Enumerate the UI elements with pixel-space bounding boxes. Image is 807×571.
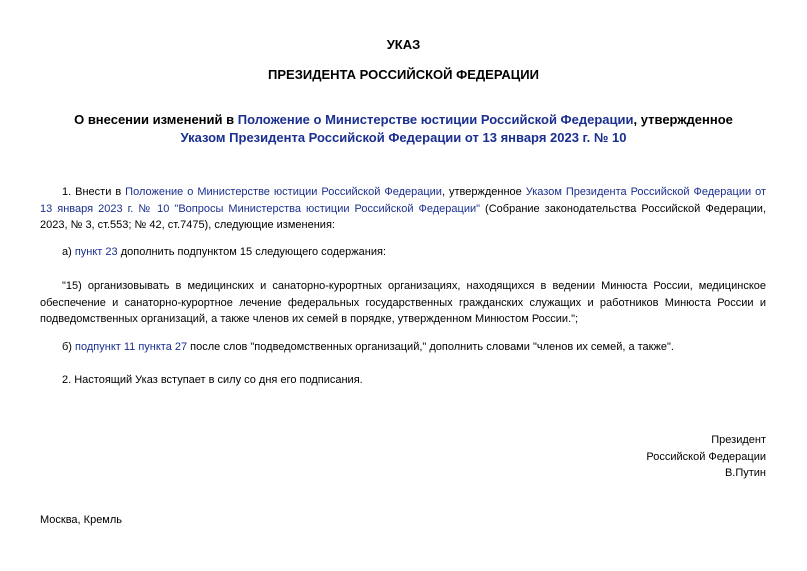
- paragraph-a: [40, 244, 766, 261]
- paragraph-b-suffix: после слов "подведомственных организаций," дополнить словами "членов их семей, а также".: [187, 341, 674, 353]
- document-title: УКАЗ: [386, 37, 421, 52]
- paragraph-a-link[interactable]: пункт 23: [74, 246, 118, 258]
- subject-link-decree[interactable]: Указом Президента Российской Федерации от 13 января 2023 г. № 10: [180, 130, 627, 145]
- paragraph-1-prefix: 1. Внести в: [62, 186, 126, 198]
- subject-prefix: О внесении изменений в: [74, 112, 238, 127]
- paragraph-1-middle: , утвержденное: [441, 186, 526, 198]
- paragraph-a-prefix: а): [62, 246, 75, 258]
- subject-middle: , утвержденное: [633, 112, 733, 127]
- paragraph-1: [40, 184, 766, 234]
- paragraph-b-link[interactable]: подпункт 11 пункта 27: [75, 341, 188, 353]
- signature-line-2: Российской Федерации: [646, 450, 766, 463]
- signature-line-3: В.Путин: [724, 467, 766, 479]
- document-subject: [0, 111, 807, 147]
- signature-block: [646, 432, 766, 482]
- paragraph-1-suffix: (Собрание законодательства Российской Федерации, 2023, № 3, ст.553; № 42, ст.7475), следующие изменения:: [40, 202, 767, 231]
- paragraph-2: 2. Настоящий Указ вступает в силу со дня его подписания.: [62, 374, 363, 386]
- subject-link-regulation[interactable]: Положение о Министерстве юстиции Российской Федерации: [237, 112, 634, 127]
- paragraph-b-prefix: б): [62, 341, 76, 353]
- paragraph-quote: "15) организовывать в медицинских и санаторно-курортных организациях, находящихся в ведении Минюста России, медицинское обеспечение и санаторно-курортное лечение федеральных государственных гражданских служащих и работников Минюста России и подведомственных организаций, а также членов их семей в порядке, утвержденном Минюстом России.";: [40, 280, 766, 325]
- document-issuer: ПРЕЗИДЕНТА РОССИЙСКОЙ ФЕДЕРАЦИИ: [268, 67, 539, 82]
- signature-line-1: Президент: [711, 434, 766, 446]
- paragraph-b: [40, 339, 766, 356]
- paragraph-1-link-regulation[interactable]: Положение о Министерстве юстиции Российской Федерации: [125, 186, 442, 198]
- paragraph-a-suffix: дополнить подпунктом 15 следующего содержания:: [117, 246, 387, 258]
- signing-place: Москва, Кремль: [40, 514, 123, 526]
- paragraph-1-link-decree[interactable]: Указом Президента Российской Федерации от 13 января 2023 г. № 10 "Вопросы Министерства юстиции Российской Федерации": [40, 186, 767, 215]
